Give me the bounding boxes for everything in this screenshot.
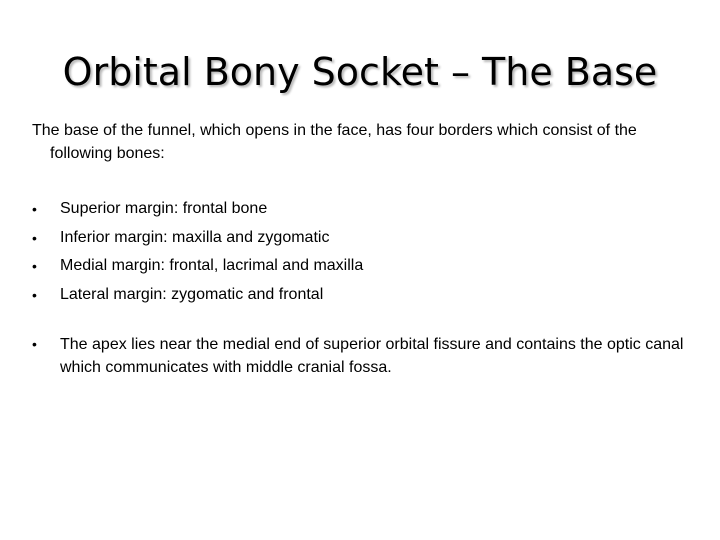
list-item-medial <box>32 252 692 281</box>
apex-text: The apex lies near the medial end of superior orbital fissure and contains the optic canal which communicates with middle cranial fossa. <box>60 336 684 376</box>
border-text-lateral: Lateral margin: zygomatic and frontal <box>60 285 324 303</box>
bullet-icon: • <box>32 336 37 352</box>
list-item-apex <box>32 333 692 379</box>
border-text-superior: Superior margin: frontal bone <box>60 200 268 217</box>
bullet-icon: • <box>32 258 37 274</box>
list-item-superior <box>32 195 692 224</box>
intro-paragraph: The base of the funnel, which opens in the face, has four borders which consist of the following bones: <box>32 122 637 162</box>
bullet-icon: • <box>32 286 37 303</box>
list-item-lateral <box>32 281 692 310</box>
apex-list <box>32 333 692 379</box>
border-text-inferior: Inferior margin: maxilla and zygomatic <box>60 228 330 246</box>
bullet-icon: • <box>32 201 37 217</box>
list-item-inferior <box>32 224 692 253</box>
slide-body <box>32 119 692 379</box>
bullet-icon: • <box>32 229 37 246</box>
border-text-medial: Medial margin: frontal, lacrimal and maxilla <box>60 257 364 274</box>
slide-title: Orbital Bony Socket – The Base <box>62 50 658 94</box>
borders-list <box>32 195 692 309</box>
